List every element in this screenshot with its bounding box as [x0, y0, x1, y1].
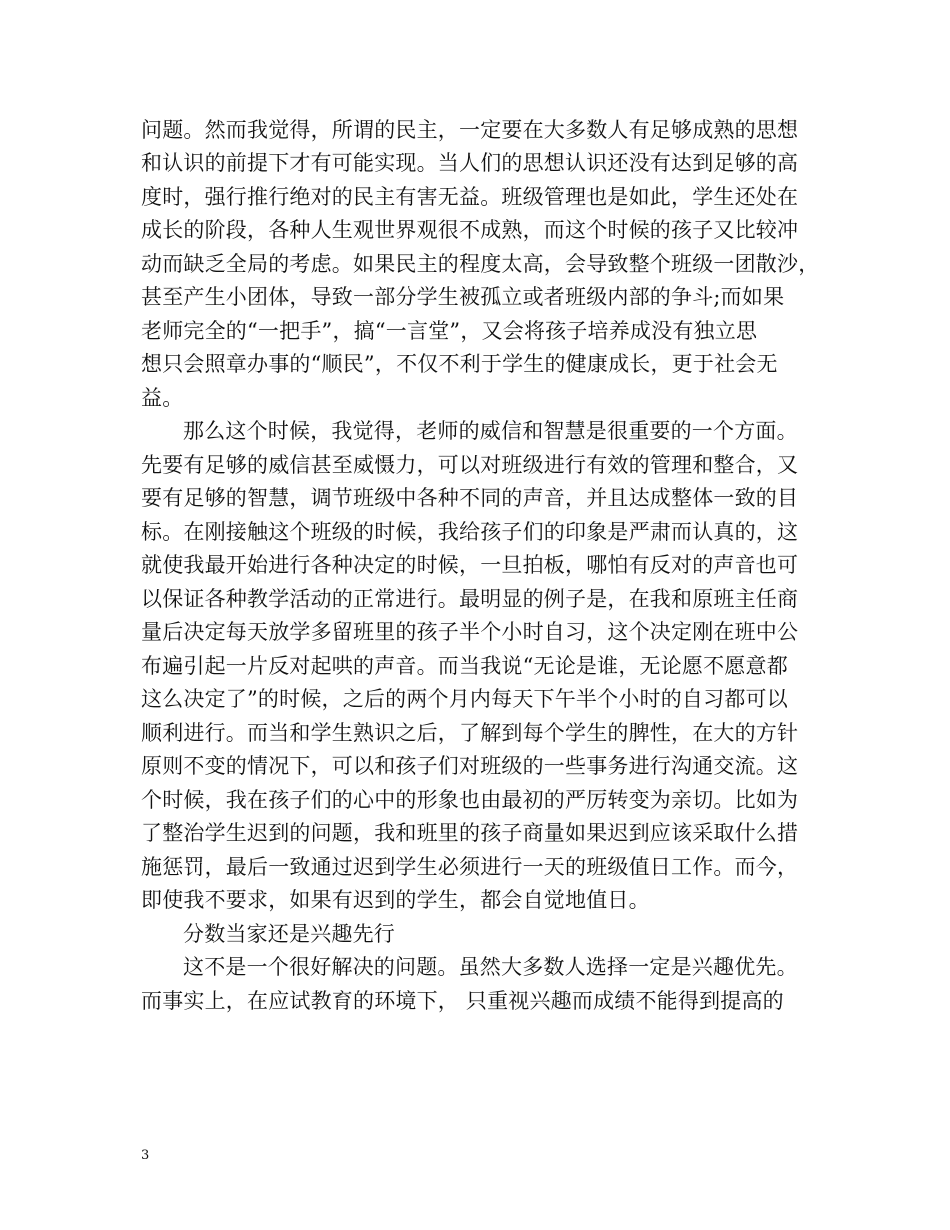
- text-line: 要有足够的智慧，调节班级中各种不同的声音，并且达成整体一致的目: [141, 486, 799, 510]
- text-line: 想只会照章办事的“顺民”，不仅不利于学生的健康成长，更于社会无: [141, 352, 778, 376]
- text-line: 施惩罚，最后一致通过迟到学生必须进行一天的班级值日工作。而今，: [141, 855, 799, 879]
- text-line: 老师完全的“一把手”，搞“一言堂”，又会将孩子培养成没有独立思: [141, 319, 758, 343]
- text-line: 原则不变的情况下，可以和孩子们对班级的一些事务进行沟通交流。这: [141, 754, 799, 778]
- text-line: 这不是一个很好解决的问题。虽然大多数人选择一定是兴趣优先。: [183, 955, 798, 979]
- text-line: 先要有足够的威信甚至威慑力，可以对班级进行有效的管理和整合，又: [141, 453, 799, 477]
- text-line: 即使我不要求，如果有迟到的学生，都会自觉地值日。: [141, 888, 650, 912]
- text-line: 那么这个时候，我觉得，老师的威信和智慧是很重要的一个方面。: [183, 419, 798, 443]
- text-line: 布遍引起一片反对起哄的声音。而当我说“无论是谁，无论愿不愿意都: [141, 654, 788, 678]
- text-line: 甚至产生小团体，导致一部分学生被孤立或者班级内部的争斗;而如果: [141, 285, 785, 309]
- text-line: 了整治学生迟到的问题，我和班里的孩子商量如果迟到应该采取什么措: [141, 821, 799, 845]
- text-line: 成长的阶段，各种人生观世界观很不成熟，而这个时候的孩子又比较冲: [141, 218, 799, 242]
- text-line: 标。在刚接触这个班级的时候，我给孩子们的印象是严肃而认真的，这: [141, 520, 799, 544]
- text-line: 这么决定了”的时候，之后的两个月内每天下午半个小时的自习都可以: [141, 687, 788, 711]
- text-line: 度时，强行推行绝对的民主有害无益。班级管理也是如此，学生还处在: [141, 185, 799, 209]
- text-line: 问题。然而我觉得，所谓的民主，一定要在大多数人有足够成熟的思想: [141, 118, 799, 142]
- text-line: 量后决定每天放学多留班里的孩子半个小时自习，这个决定刚在班中公: [141, 620, 799, 644]
- text-line: 益。: [141, 386, 184, 410]
- page-number: 3: [141, 1148, 150, 1163]
- text-line: 和认识的前提下才有可能实现。当人们的思想认识还没有达到足够的高: [141, 151, 799, 175]
- text-line: 动而缺乏全局的考虑。如果民主的程度太高，会导致整个班级一团散沙，: [141, 252, 820, 276]
- text-line: 以保证各种教学活动的正常进行。最明显的例子是，在我和原班主任商: [141, 587, 799, 611]
- text-line: 个时候，我在孩子们的心中的形象也由最初的严厉转变为亲切。比如为: [141, 788, 799, 812]
- text-line: 顺利进行。而当和学生熟识之后，了解到每个学生的脾性，在大的方针: [141, 721, 799, 745]
- section-heading: 分数当家还是兴趣先行: [183, 922, 395, 946]
- text-line: 就使我最开始进行各种决定的时候，一旦拍板，哪怕有反对的声音也可: [141, 553, 799, 577]
- text-line: 而事实上，在应试教育的环境下， 只重视兴趣而成绩不能得到提高的: [141, 989, 784, 1013]
